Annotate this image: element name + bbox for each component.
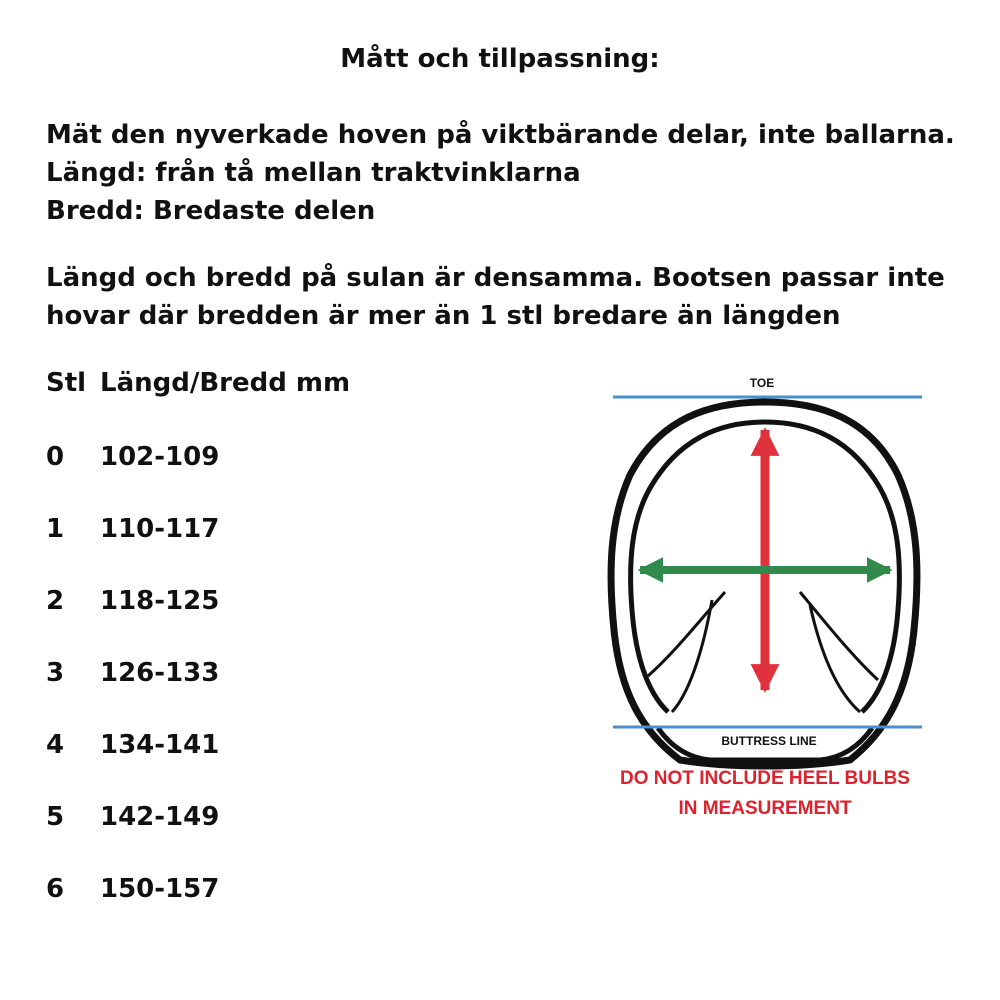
size-cell: 2: [46, 586, 65, 616]
size-cell: 4: [46, 730, 65, 760]
range-cell: 102-109: [100, 442, 220, 472]
range-cell: 126-133: [100, 658, 220, 688]
right-bar-line: [800, 592, 878, 712]
size-cell: 5: [46, 802, 65, 832]
size-cell: 3: [46, 658, 65, 688]
header-size: Stl: [46, 368, 87, 398]
size-cell: 6: [46, 874, 65, 904]
warning-line-1: DO NOT INCLUDE HEEL BULBS: [620, 768, 910, 789]
measure-instructions: [46, 116, 955, 230]
note-line: hovar där bredden är mer än 1 stl bredare än längden: [46, 301, 841, 331]
header-range: Längd/Bredd mm: [100, 368, 351, 398]
toe-label: TOE: [749, 376, 775, 390]
range-cell: 150-157: [100, 874, 220, 904]
left-bar-line: [648, 592, 725, 712]
hoof-diagram: [600, 368, 940, 838]
range-cell: 134-141: [100, 730, 220, 760]
fit-note: [46, 259, 945, 335]
size-cell: 0: [46, 442, 65, 472]
size-cell: 1: [46, 514, 65, 544]
range-cell: 118-125: [100, 586, 220, 616]
range-cell: 110-117: [100, 514, 220, 544]
instruction-line: Bredd: Bredaste delen: [46, 196, 376, 226]
instruction-line: Mät den nyverkade hoven på viktbärande delar, inte ballarna.: [46, 120, 955, 150]
warning-line-2: IN MEASUREMENT: [678, 798, 852, 819]
page-title: Mått och tillpassning:: [340, 44, 660, 74]
buttress-label: BUTTRESS LINE: [721, 734, 817, 748]
instruction-line: Längd: från tå mellan traktvinklarna: [46, 158, 581, 188]
range-cell: 142-149: [100, 802, 220, 832]
note-line: Längd och bredd på sulan är densamma. Bootsen passar inte: [46, 263, 945, 293]
